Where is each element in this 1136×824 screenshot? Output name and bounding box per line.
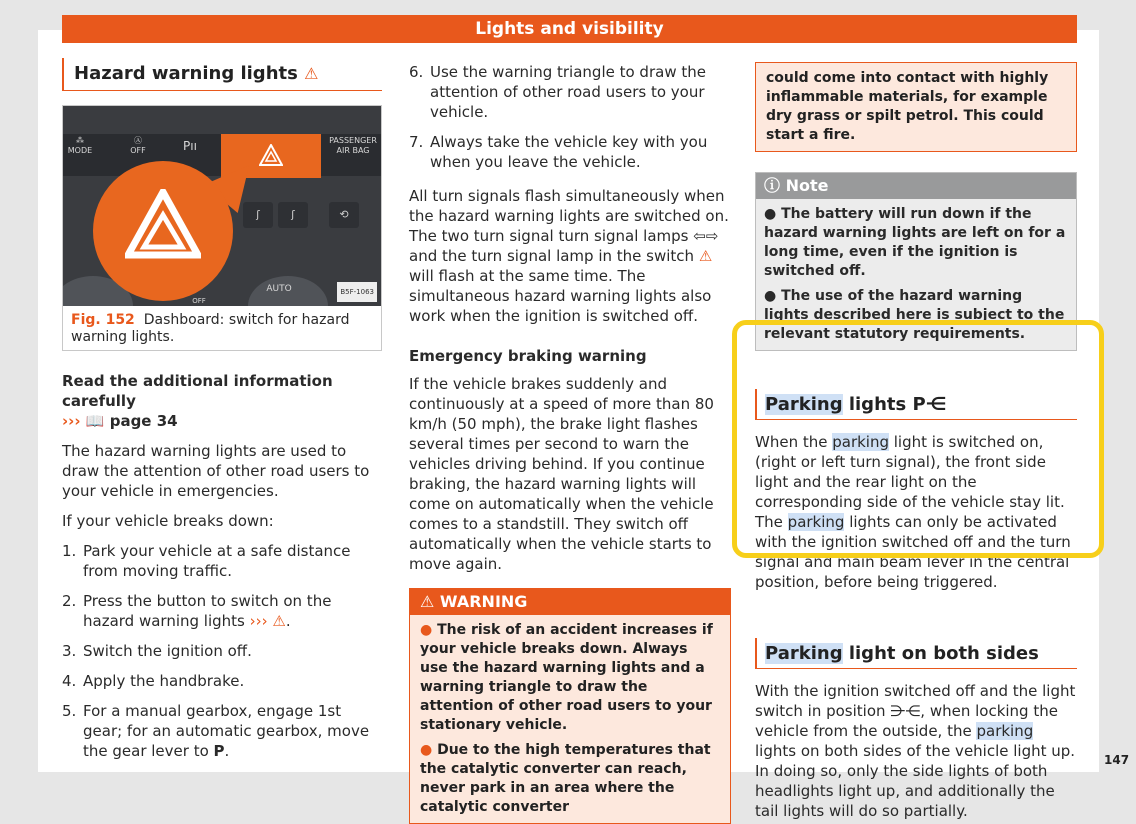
ebw-text: If the vehicle brakes suddenly and continuously at a speed of more than 80 km/h (50 mph), the brake light flashes several times per second to warn the vehicles driving behind. If you continue braking, the hazard warning lights will come on automatically when the vehicle comes to a standstill. They switch off automatically when the vehicle starts to move again. — [409, 375, 714, 573]
hazard-intro: The hazard warning lights are used to draw the attention of other road users to your vehicle in emergencies. — [62, 442, 370, 500]
auto-climate-label: AUTO — [266, 284, 292, 294]
warning-text: Due to the high temperatures that the catalytic converter can reach, never park in an area where the catalytic converter — [420, 742, 711, 815]
steps-list-1 — [62, 541, 382, 761]
page-number: 147 — [1104, 753, 1130, 767]
warning-body — [410, 615, 730, 823]
step-text: Press the button to switch on the hazard warning lights — [83, 592, 332, 630]
gear-p: P — [213, 742, 225, 760]
warning-item — [420, 741, 720, 817]
mode-label: MODE — [67, 146, 93, 155]
figure-152 — [62, 105, 382, 351]
side-light-icon: ⋺⋲ — [890, 702, 921, 720]
note-text: The use of the hazard warning lights described here is subject to the relevant statutory requirements. — [764, 288, 1065, 342]
bullet-icon: ● — [420, 622, 433, 638]
search-highlight: Parking — [765, 643, 843, 664]
column-2 — [409, 62, 731, 824]
step-text: Park your vehicle at a safe distance from moving traffic. — [83, 542, 351, 580]
ref-page: page 34 — [109, 412, 178, 430]
off-climate-label: OFF — [192, 297, 206, 305]
seat-heat-left: ʃ — [243, 202, 273, 228]
list-item — [409, 132, 731, 172]
step-number: 7. — [409, 133, 424, 151]
hazard-title-text: Hazard warning lights — [74, 63, 298, 84]
warning-triangle-icon: ⚠ — [272, 612, 286, 630]
warning-box — [409, 588, 731, 824]
text-part: , when locking the vehicle from the outside, the — [755, 702, 1058, 740]
figure-caption-text: Dashboard: switch for hazard warning lights. — [71, 312, 350, 345]
section-banner: Lights and visibility — [62, 15, 1077, 43]
title-rest: light on both sides — [842, 643, 1039, 664]
step-text: For a manual gearbox, engage 1st gear; for an automatic gearbox, move the gear lever to — [83, 702, 370, 760]
step-number: 4. — [62, 672, 77, 690]
bullet-icon: ● — [420, 742, 433, 758]
text-part: When the — [755, 433, 833, 451]
figure-caption — [63, 306, 381, 350]
turn-signals-paragraph — [409, 186, 731, 326]
ebw-heading: Emergency braking warning — [409, 347, 647, 365]
warning-box-continued — [755, 62, 1077, 152]
para-part: All turn signals flash simultaneously when the hazard warning lights are switched on. The two turn signal turn signal lamps — [409, 187, 729, 245]
read-info-ref[interactable] — [62, 411, 382, 431]
park-label: P — [183, 139, 191, 153]
info-icon: ⓘ — [764, 176, 781, 195]
step-text: Always take the vehicle key with you when you leave the vehicle. — [430, 133, 708, 171]
list-item: 2. Press the button to switch on the hazard warning lights ››› ⚠. — [62, 592, 332, 630]
turn-right-icon: ⇨ — [705, 227, 719, 245]
step-text: Switch the ignition off. — [83, 642, 252, 660]
warning-title: WARNING — [439, 592, 528, 611]
passenger-airbag-label: PASSENGER AIR BAG — [329, 136, 377, 155]
mode-button — [65, 136, 95, 174]
fan-icon: ⁂ — [76, 136, 84, 145]
text-part: lights on both sides of the vehicle light up. In doing so, only the side lights of both headlights light up, and additionally the tail lights will do so partially. — [755, 742, 1076, 820]
note-text: The battery will run down if the hazard warning lights are left on for a long time, even if the ignition is switched off. — [764, 206, 1066, 279]
step-number: 1. — [62, 542, 77, 560]
figure-number: Fig. 152 — [71, 312, 135, 328]
hazard-title — [62, 58, 382, 91]
hazard-triangle-icon: ⚠ — [304, 64, 319, 83]
step-number: 2. — [62, 592, 77, 610]
search-highlight: parking — [787, 513, 845, 531]
read-info-heading: Read the additional information carefully — [62, 372, 333, 410]
list-item — [62, 671, 382, 691]
steps-list-2 — [409, 62, 731, 172]
column-1 — [62, 58, 382, 771]
hazard-icon-large — [125, 189, 201, 259]
text-part: With the ignition switched off and the light switch in position — [755, 682, 1076, 720]
warning-header — [410, 589, 730, 615]
seat-heat-right: ʃ — [278, 202, 308, 228]
auto-icon: Ⓐ — [134, 136, 142, 145]
note-item — [764, 205, 1068, 281]
step-number: 3. — [62, 642, 77, 660]
step-text: Use the warning triangle to draw the attention of other road users to your vehicle. — [430, 63, 706, 121]
para-part: will flash at the same time. The simultaneous hazard warning lights also work when the ignition is switched off. — [409, 267, 712, 325]
warning-text: The risk of an accident increases if your vehicle breaks down. Always use the hazard warning lights and a warning triangle to draw the attention of other road users to your stationary vehicle. — [420, 622, 713, 733]
title-rest: lights — [842, 394, 907, 415]
bullet-icon: ● — [764, 288, 777, 304]
book-icon: 📖 — [85, 412, 105, 430]
list-item — [62, 541, 382, 581]
turn-left-icon: ⇦ — [693, 227, 706, 245]
off-label: OFF — [130, 146, 146, 155]
step-number: 6. — [409, 63, 424, 81]
parking-light-icon: P⋲ — [912, 394, 947, 415]
passenger-airbag-indicator — [325, 136, 381, 174]
warning-triangle-icon: ⚠ — [420, 592, 435, 611]
note-header — [756, 173, 1076, 199]
parking-both-sides-text — [755, 681, 1077, 821]
step-text: Apply the handbrake. — [83, 672, 245, 690]
list-item — [62, 701, 382, 761]
step-number: 5. — [62, 702, 77, 720]
search-highlight: Parking — [765, 394, 843, 415]
search-highlight: parking — [976, 722, 1034, 740]
text-part: lights can only be activated with the ignition switched off and the turn signal and main beam lever in the central position, before being triggered. — [755, 513, 1071, 591]
zoom-callout — [93, 161, 233, 301]
ref-arrows-icon: ››› — [62, 412, 81, 430]
warning-item — [420, 621, 720, 735]
warning-body: could come into contact with highly inflammable materials, for example dry grass or spilt petrol. This could start a fire. — [756, 63, 1076, 151]
hazard-icon — [259, 144, 283, 166]
step-end: . — [224, 742, 230, 760]
breaks-down-text: If your vehicle breaks down: — [62, 512, 274, 530]
park-sensor-icon: ıı — [190, 139, 197, 153]
recirculation-button: ⟲ — [329, 202, 359, 228]
list-item — [62, 641, 382, 661]
text-part: light is switched on, (right or left turn signal), the front side light and the rear light on the corresponding side of the vehicle stay lit. The — [755, 433, 1065, 531]
note-title: Note — [785, 176, 829, 195]
yellow-highlight-frame — [732, 320, 1104, 558]
dashboard-image — [63, 106, 381, 306]
para-part: and the turn signal lamp in the switch — [409, 247, 695, 265]
ref-arrows-icon: ››› — [249, 612, 268, 630]
search-highlight: parking — [832, 433, 889, 451]
warning-triangle-icon: ⚠ — [698, 247, 713, 265]
list-item — [409, 62, 731, 122]
parking-both-sides-title — [755, 638, 1077, 669]
bullet-icon: ● — [764, 206, 777, 222]
figure-code: B5F-1063 — [337, 282, 377, 302]
